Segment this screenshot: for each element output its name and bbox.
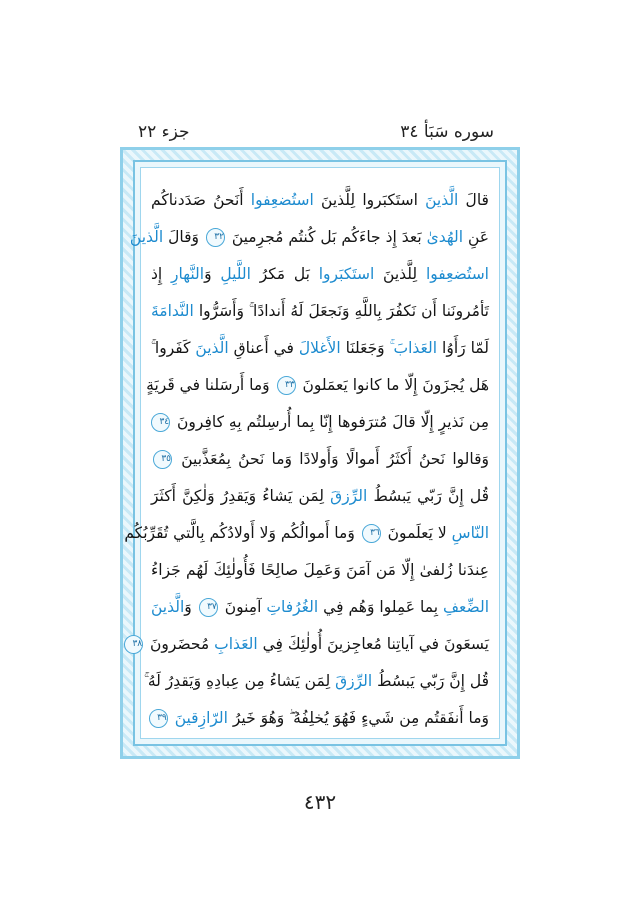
juz-number: جزء ٢٢: [138, 122, 190, 142]
verse-text: إِذ: [151, 265, 163, 283]
highlighted-word: الرّازِقينَ: [169, 709, 228, 727]
text-line: [151, 552, 489, 589]
ayah-marker: ٣٢: [206, 228, 225, 247]
highlighted-word: العَذابَ: [389, 339, 438, 357]
text-line: [124, 515, 489, 552]
highlighted-word: الَّذينَ: [129, 228, 164, 246]
verse-text: مِن نَذيرٍ إِلّا قالَ مُترَفوها إِنّا بِما أُرسِلتُم بِهِ كافِرونَ: [172, 413, 489, 431]
verse-text: تَأمُرونَنا أَن نَكفُرَ بِاللَّهِ وَنَجعَلَ لَهُ أَندادًا ۚ وَأَسَرُّوا: [193, 302, 489, 320]
verse-text: بَل مَكرُ: [250, 265, 310, 283]
highlighted-word: الغُرُفاتِ: [261, 598, 319, 616]
highlighted-word: استُضعِفوا: [243, 191, 314, 209]
verse-text: قالَ: [458, 191, 489, 209]
verse-text: وَ: [204, 265, 212, 283]
verse-text: قُل إِنَّ رَبّي يَبسُطُ: [372, 672, 489, 690]
highlighted-word: استَكبَروا: [309, 265, 375, 283]
verse-text: بِما عَمِلوا وَهُم فِي: [318, 598, 439, 616]
verse-text: يَسعَونَ في آياتِنا مُعاجِزينَ أُولٰئِكَ فِي: [257, 635, 489, 653]
ornamental-frame: [120, 147, 520, 759]
verse-text: لَمّا رَأَوُا: [437, 339, 489, 357]
text-line: [151, 256, 489, 293]
text-panel: [124, 167, 500, 739]
verse-text: وَما أَرسَلنا في قَريَةٍ: [146, 376, 275, 394]
text-line: [151, 700, 489, 737]
highlighted-word: النَّهارِ: [162, 265, 205, 283]
verse-text: لا يَعلَمونَ: [382, 524, 447, 542]
ayah-marker: ٣٣: [277, 376, 296, 395]
verse-text: مُحضَرونَ: [145, 635, 210, 653]
highlighted-word: الَّذينَ: [151, 598, 185, 616]
ayah-marker: ٣٥: [153, 450, 172, 469]
text-line: [132, 626, 489, 663]
highlighted-word: الضِّعفِ: [438, 598, 489, 616]
text-line: [151, 293, 489, 330]
verse-text: عِندَنا زُلفىٰ إِلّا مَن آمَنَ وَعَمِلَ صالِحًا فَأُولٰئِكَ لَهُم جَزاءُ: [151, 561, 489, 579]
verse-text: قُل إِنَّ رَبّي يَبسُطُ: [367, 487, 489, 505]
verse-text: كَفَروا ۚ: [151, 339, 191, 357]
highlighted-word: النّاسِ: [446, 524, 489, 542]
verse-text: وَ: [184, 598, 197, 616]
highlighted-word: الهُدىٰ: [421, 228, 464, 246]
verse-text: لِمَن يَشاءُ مِن عِبادِهِ وَيَقدِرُ لَهُ ۚ: [143, 672, 331, 690]
text-line: [143, 663, 489, 700]
verse-text: عَنِ: [463, 228, 489, 246]
highlighted-word: الأَغلالَ: [293, 339, 341, 357]
highlighted-word: اللَّيلِ: [211, 265, 251, 283]
ayah-marker: ٣٨: [124, 635, 143, 654]
verse-text: لِلَّذينَ: [374, 265, 418, 283]
verse-text: أَنَحنُ صَدَدناكُم: [151, 191, 244, 209]
verse-text: بَعدَ إِذ جاءَكُم بَل كُنتُم مُجرِمينَ: [226, 228, 422, 246]
text-line: [151, 478, 489, 515]
verse-text: وَما أَموالُكُم وَلا أَولادُكُم بِالَّتي تُقَرِّبُكُم: [124, 524, 360, 542]
highlighted-word: النَّدامَةَ: [151, 302, 194, 320]
page-number: ٤٣٢: [303, 790, 337, 814]
highlighted-word: استُضعِفوا: [417, 265, 489, 283]
text-line: [146, 367, 489, 404]
ayah-marker: ٣٦: [362, 524, 381, 543]
text-line: [129, 219, 489, 256]
text-line: [151, 589, 489, 626]
ayah-marker: ٣٧: [199, 598, 218, 617]
highlighted-word: العَذابِ: [209, 635, 258, 653]
text-line: [151, 404, 489, 441]
ayah-marker: ٣٩: [149, 709, 168, 728]
verse-text: لِمَن يَشاءُ وَيَقدِرُ وَلٰكِنَّ أَكثَرَ: [151, 487, 325, 505]
verse-text: هَل يُجزَونَ إِلّا ما كانوا يَعمَلونَ: [297, 376, 489, 394]
frame-inner-border: [124, 160, 507, 746]
highlighted-word: الرِّزقَ: [324, 487, 368, 505]
text-line: [151, 441, 489, 478]
highlighted-word: الَّذينَ: [190, 339, 229, 357]
ayah-marker: ٣٤: [151, 413, 170, 432]
verse-text: استَكبَروا لِلَّذينَ: [313, 191, 418, 209]
verse-text: وَقالَ: [163, 228, 204, 246]
highlighted-word: الَّذينَ: [417, 191, 459, 209]
highlighted-word: الرِّزقَ: [330, 672, 373, 690]
verse-text: وَقالوا نَحنُ أَكثَرُ أَموالًا وَأَولادًا وَما نَحنُ بِمُعَذَّبينَ: [174, 450, 489, 468]
verse-text: في أَعناقِ: [228, 339, 294, 357]
surah-title: سوره سَبَأ ٣٤: [400, 122, 494, 142]
verse-text: وَما أَنفَقتُم مِن شَيءٍ فَهُوَ يُخلِفُهُ ۖ وَهُوَ خَيرُ: [227, 709, 489, 727]
text-line: [151, 182, 489, 219]
verse-text: ۚ وَجَعَلنَا: [340, 339, 390, 357]
text-line: [151, 330, 489, 367]
verse-text: آمِنونَ: [219, 598, 262, 616]
quran-text: [124, 182, 489, 732]
page-header: [138, 120, 494, 144]
